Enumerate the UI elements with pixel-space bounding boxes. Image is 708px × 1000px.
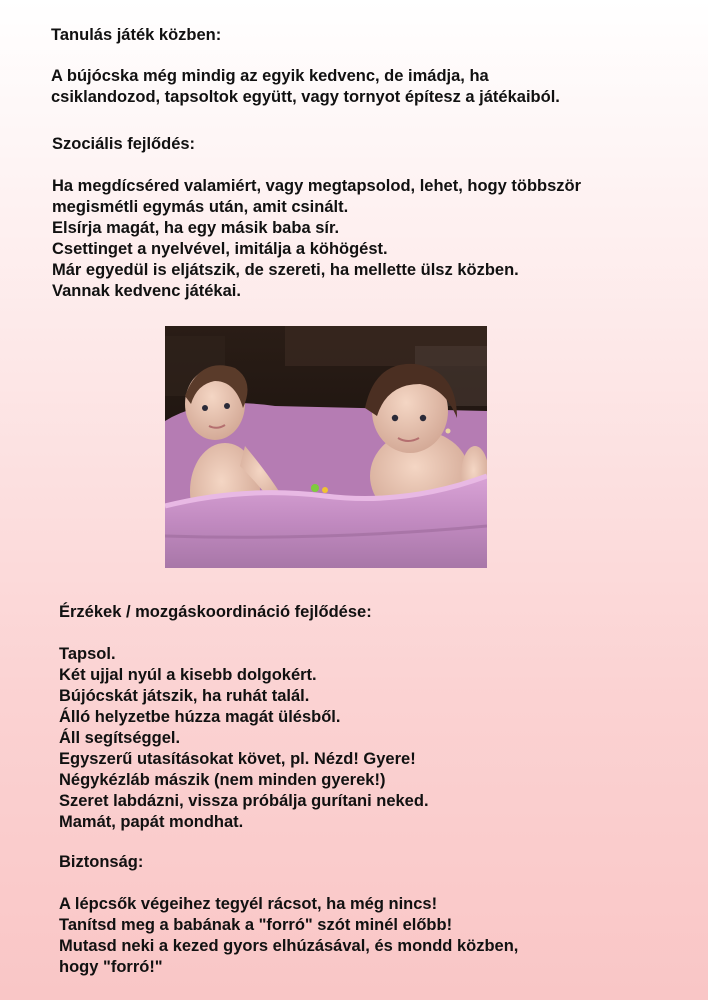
learning-line: csiklandozod, tapsoltok együtt, vagy tornyot építesz a játékaiból.	[51, 88, 560, 106]
senses-section	[59, 602, 429, 833]
social-line: Ha megdícséred valamiért, vagy megtapsolod, lehet, hogy többször	[52, 177, 582, 195]
senses-line: Szeret labdázni, vissza próbálja gurítani neked.	[59, 792, 429, 810]
safety-section	[59, 852, 518, 978]
babies-in-bathtub-photo	[165, 326, 487, 568]
senses-heading: Érzékek / mozgáskoordináció fejlődése:	[59, 603, 372, 621]
safety-line: hogy "forró!"	[59, 958, 163, 976]
social-line: megismétli egymás után, amit csinált.	[52, 198, 349, 216]
social-line: Elsírja magát, ha egy másik baba sír.	[52, 219, 340, 237]
safety-line: Mutasd neki a kezed gyors elhúzásával, és mondd közben,	[59, 937, 519, 955]
learning-body	[51, 66, 560, 108]
social-section	[52, 134, 581, 302]
senses-line: Egyszerű utasításokat követ, pl. Nézd! Gyere!	[59, 750, 416, 768]
safety-body	[59, 894, 518, 978]
safety-line: Tanítsd meg a babának a "forró" szót minél előbb!	[59, 916, 453, 934]
senses-line: Tapsol.	[59, 645, 116, 663]
safety-heading: Biztonság:	[59, 853, 144, 871]
senses-body	[59, 644, 429, 833]
safety-line: A lépcsők végeihez tegyél rácsot, ha még nincs!	[59, 895, 438, 913]
learning-line: A bújócska még mindig az egyik kedvenc, de imádja, ha	[51, 67, 489, 85]
senses-line: Mamát, papát mondhat.	[59, 813, 244, 831]
social-line: Csettinget a nyelvével, imitálja a köhögést.	[52, 240, 388, 258]
social-line: Vannak kedvenc játékai.	[52, 282, 241, 300]
learning-heading: Tanulás játék közben:	[51, 26, 222, 44]
senses-line: Négykézláb mászik (nem minden gyerek!)	[59, 771, 386, 789]
senses-line: Álló helyzetbe húzza magát ülésből.	[59, 708, 341, 726]
senses-line: Bújócskát játszik, ha ruhát talál.	[59, 687, 310, 705]
senses-line: Áll segítséggel.	[59, 729, 181, 747]
social-body	[52, 176, 581, 302]
learning-section	[51, 25, 560, 108]
social-heading: Szociális fejlődés:	[52, 135, 196, 153]
senses-line: Két ujjal nyúl a kisebb dolgokért.	[59, 666, 317, 684]
social-line: Már egyedül is eljátszik, de szereti, ha mellette ülsz közben.	[52, 261, 519, 279]
